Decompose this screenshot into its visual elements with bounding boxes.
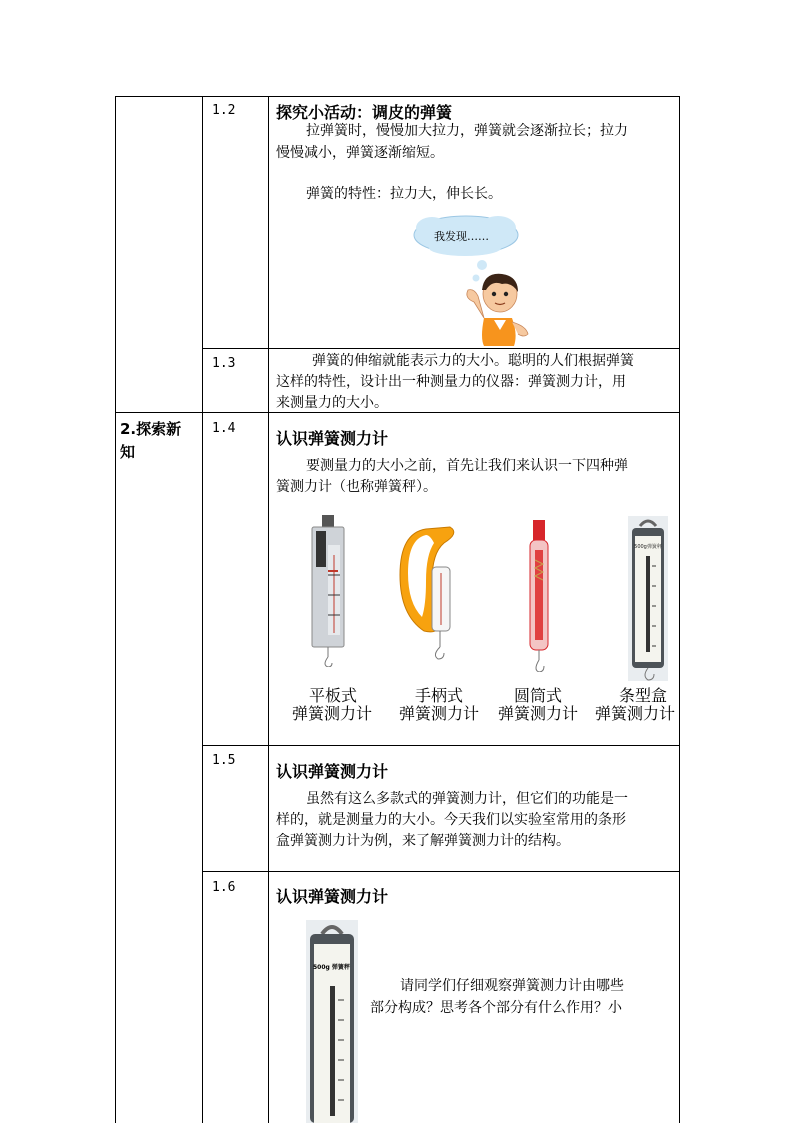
row-divider: [202, 348, 680, 349]
row-number: 1.2: [212, 103, 236, 118]
bubble-text: 我发现……: [434, 230, 489, 243]
section-divider: [115, 412, 680, 413]
table-left-border: [115, 96, 116, 1123]
paragraph-line: 弹簧的伸缩就能表示力的大小。聪明的人们根据弹簧: [312, 353, 634, 369]
scale-caption-bottom: 弹簧测力计: [398, 704, 479, 723]
paragraph-line: 请同学们仔细观察弹簧测力计由哪些: [400, 978, 624, 994]
section-label: 知: [120, 443, 136, 461]
svg-text:500g弹簧秤: 500g弹簧秤: [634, 544, 662, 550]
paragraph-line: 盒弹簧测力计为例，来了解弹簧测力计的结构。: [276, 833, 570, 849]
row-number: 1.3: [212, 356, 236, 371]
scale-caption-clip: [595, 704, 679, 724]
row-divider: [202, 871, 680, 872]
scale-caption-bottom: 弹簧测力计: [291, 704, 372, 723]
table-col2-border: [268, 96, 269, 1123]
row-number: 1.5: [212, 753, 236, 768]
section-label: 2.探索新: [120, 420, 182, 438]
scale-caption-top: 圆筒式: [513, 686, 562, 705]
row-number: 1.6: [212, 880, 236, 895]
paragraph-line: 这样的特性，设计出一种测量力的仪器：弹簧测力计，用: [276, 374, 626, 390]
paragraph-line: 要测量力的大小之前，首先让我们来认识一下四种弹: [306, 458, 628, 474]
handle-scale-image: [396, 525, 474, 660]
activity-title: 探究小活动：调皮的弹簧: [276, 103, 453, 122]
box-scale-closeup-image: [306, 920, 358, 1123]
row-number: 1.4: [212, 421, 236, 436]
scale-caption-top: 手柄式: [414, 686, 463, 705]
flat-plate-scale-image: [308, 515, 350, 667]
table-top-border: [115, 96, 680, 97]
paragraph-line: 虽然有这么多款式的弹簧测力计，但它们的功能是一: [306, 791, 628, 807]
paragraph-line: 来测量力的大小。: [276, 395, 388, 411]
paragraph-line: 样的，就是测量力的大小。今天我们以实验室常用的条形: [276, 812, 626, 828]
scale-caption-bottom: 弹簧测力计: [497, 704, 578, 723]
paragraph-line: 拉弹簧时，慢慢加大拉力，弹簧就会逐渐拉长；拉力: [306, 123, 628, 139]
paragraph-line: 弹簧的特性：拉力大，伸长长。: [306, 186, 502, 202]
scale-caption-bottom: 弹簧测力计: [595, 704, 676, 723]
scale-label: 500g 弹簧秤: [313, 964, 350, 971]
row-divider: [202, 745, 680, 746]
paragraph-line: 部分构成？思考各个部分有什么作用？小: [370, 1000, 622, 1016]
cylinder-scale-image: [524, 520, 554, 672]
cartoon-boy-illustration: [462, 268, 534, 346]
scale-caption-top: 条型盒: [618, 686, 667, 705]
section-title: 认识弹簧测力计: [276, 429, 389, 448]
scale-caption-top: 平板式: [308, 686, 357, 705]
paragraph-line: 簧测力计（也称弹簧秤）。: [276, 479, 437, 495]
box-scale-image: [628, 516, 668, 681]
section-title: 认识弹簧测力计: [276, 762, 389, 781]
section-title: 认识弹簧测力计: [276, 887, 389, 906]
paragraph-line: 慢慢减小，弹簧逐渐缩短。: [276, 145, 444, 161]
table-col1-border: [202, 96, 203, 1123]
table-right-border: [679, 96, 680, 1123]
